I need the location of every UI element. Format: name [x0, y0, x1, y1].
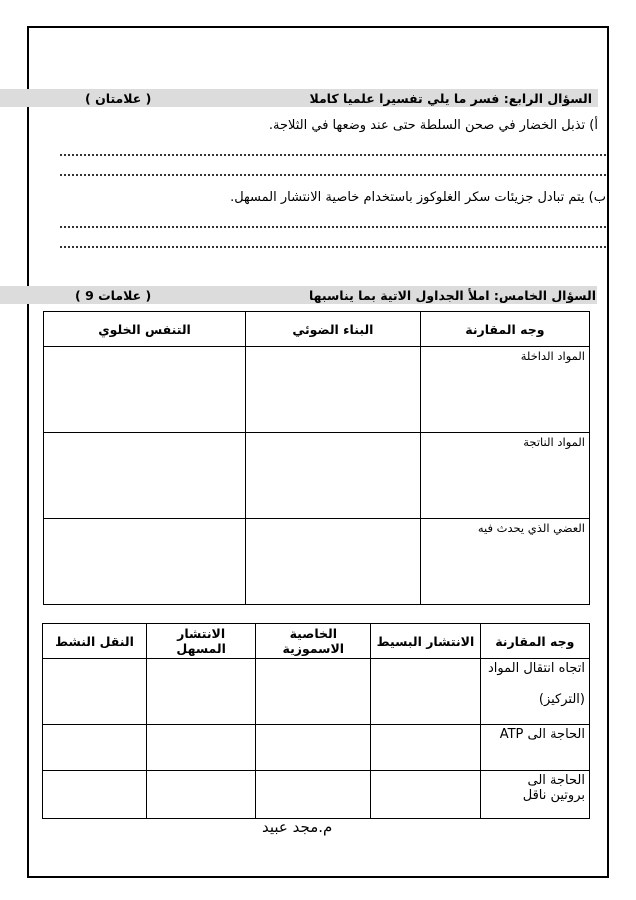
table-header-cell: البناء الضوئي	[246, 312, 421, 347]
answer-cell[interactable]	[371, 771, 480, 819]
q4-marks: ( علامتان )	[85, 91, 152, 106]
table-row	[44, 433, 590, 519]
answer-line[interactable]	[60, 154, 606, 156]
table-header-cell: التنفس الخلوي	[44, 312, 246, 347]
table-row	[43, 725, 590, 771]
row-label: المواد الداخلة	[420, 347, 589, 433]
table-header-cell: الخاصية الاسموزية	[256, 624, 371, 659]
row-label: العضي الذي يحدث فيه	[420, 519, 589, 605]
answer-cell[interactable]	[146, 659, 255, 725]
answer-cell[interactable]	[43, 659, 147, 725]
table-header-cell: وجه المقارنة	[420, 312, 589, 347]
table-row	[44, 519, 590, 605]
table-header-row	[43, 624, 590, 659]
teacher-signature: م.مجد عبيد	[262, 818, 333, 836]
table-header-cell: وجه المقارنة	[480, 624, 589, 659]
answer-cell[interactable]	[44, 347, 246, 433]
table-header-row	[44, 312, 590, 347]
table-header-cell: الانتشار البسيط	[371, 624, 480, 659]
row-label-line: (التركيز)	[538, 692, 585, 707]
row-label-line: الحاجة الى ATP	[499, 727, 585, 742]
row-label-line: اتجاه انتقال المواد	[488, 661, 585, 676]
answer-line[interactable]	[60, 226, 606, 228]
table-header-cell: الانتشار المسهل	[146, 624, 255, 659]
answer-cell[interactable]	[256, 659, 371, 725]
q4-item-b: ب) يتم تبادل جزيئات سكر الغلوكوز باستخدام خاصية الانتشار المسهل.	[230, 190, 606, 205]
row-label-line: بروتين ناقل	[522, 788, 585, 803]
table-row	[43, 771, 590, 819]
answer-cell[interactable]	[146, 725, 255, 771]
answer-cell[interactable]	[43, 725, 147, 771]
q4-title: السؤال الرابع: فسر ما يلي تفسيرا علميا كاملا	[309, 91, 592, 106]
comparison-table-photosynthesis-respiration	[43, 311, 590, 605]
table-row	[43, 659, 590, 725]
q5-marks: ( 9 علامات )	[75, 288, 152, 303]
row-label-line: الحاجة الى	[527, 773, 585, 788]
comparison-table-transport	[42, 623, 590, 819]
row-label	[480, 725, 589, 771]
answer-cell[interactable]	[43, 771, 147, 819]
answer-cell[interactable]	[246, 433, 421, 519]
answer-cell[interactable]	[371, 725, 480, 771]
row-label	[480, 771, 589, 819]
answer-cell[interactable]	[256, 725, 371, 771]
table-header-cell: النقل النشط	[43, 624, 147, 659]
answer-cell[interactable]	[246, 519, 421, 605]
answer-cell[interactable]	[44, 519, 246, 605]
table-row	[44, 347, 590, 433]
q4-item-a: أ) تذبل الخضار في صحن السلطة حتى عند وضعها في الثلاجة.	[268, 118, 598, 133]
row-label: المواد الناتجة	[420, 433, 589, 519]
answer-line[interactable]	[60, 174, 606, 176]
answer-cell[interactable]	[44, 433, 246, 519]
answer-cell[interactable]	[371, 659, 480, 725]
answer-cell[interactable]	[146, 771, 255, 819]
answer-cell[interactable]	[246, 347, 421, 433]
q5-title: السؤال الخامس: املأ الجداول الاتية بما يناسبها	[308, 288, 596, 303]
answer-cell[interactable]	[256, 771, 371, 819]
answer-line[interactable]	[60, 246, 606, 248]
row-label	[480, 659, 589, 725]
